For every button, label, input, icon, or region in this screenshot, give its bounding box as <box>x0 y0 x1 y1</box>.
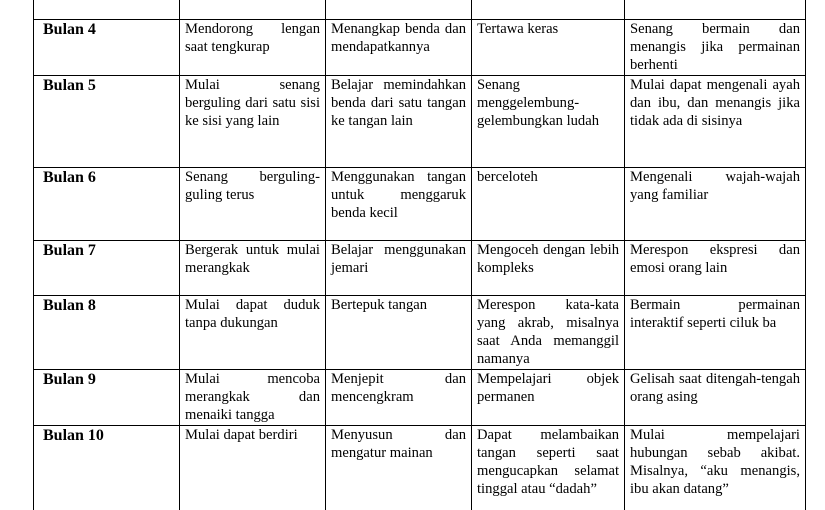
table-row <box>34 296 806 370</box>
motor-cell: Mulai dapat duduk tanpa dukungan <box>180 296 326 370</box>
table-row <box>34 370 806 426</box>
month-cell <box>34 0 180 20</box>
language-cell: berceloteh <box>472 168 625 241</box>
development-table <box>33 0 806 510</box>
social-cell: Bermain permainan interaktif seperti ciluk ba <box>625 296 806 370</box>
social-cell: Mulai mempelajari hubungan sebab akibat. Misalnya, “aku menangis, ibu akan datang” <box>625 426 806 510</box>
month-cell: Bulan 9 <box>34 370 180 426</box>
table-row <box>34 0 806 20</box>
table-row <box>34 76 806 168</box>
motor-cell: Bergerak untuk mulai merangkak <box>180 241 326 296</box>
language-cell <box>472 0 625 20</box>
language-cell: Mengoceh dengan lebih kompleks <box>472 241 625 296</box>
language-cell: Merespon kata-kata yang akrab, misalnya saat Anda memanggil namanya <box>472 296 625 370</box>
motor-cell: Mulai senang berguling dari satu sisi ke sisi yang lain <box>180 76 326 168</box>
month-cell: Bulan 4 <box>34 20 180 76</box>
language-cell: Senang menggelembung-gelembungkan ludah <box>472 76 625 168</box>
social-cell: Merespon ekspresi dan emosi orang lain <box>625 241 806 296</box>
month-cell: Bulan 10 <box>34 426 180 510</box>
table-row <box>34 426 806 510</box>
motor-cell: Mulai mencoba merangkak dan menaiki tangga <box>180 370 326 426</box>
hand-cell: Menjepit dan mencengkram <box>326 370 472 426</box>
table-row <box>34 20 806 76</box>
motor-cell <box>180 0 326 20</box>
month-cell: Bulan 8 <box>34 296 180 370</box>
month-cell: Bulan 6 <box>34 168 180 241</box>
month-cell: Bulan 7 <box>34 241 180 296</box>
language-cell: Tertawa keras <box>472 20 625 76</box>
language-cell: Mempelajari objek permanen <box>472 370 625 426</box>
social-cell: Senang bermain dan menangis jika permainan berhenti <box>625 20 806 76</box>
hand-cell: Belajar menggunakan jemari <box>326 241 472 296</box>
social-cell: Mengenali wajah-wajah yang familiar <box>625 168 806 241</box>
hand-cell <box>326 0 472 20</box>
motor-cell: Senang berguling-guling terus <box>180 168 326 241</box>
table-row <box>34 241 806 296</box>
social-cell: Mulai dapat mengenali ayah dan ibu, dan menangis jika tidak ada di sisinya <box>625 76 806 168</box>
hand-cell: Menangkap benda dan mendapatkannya <box>326 20 472 76</box>
hand-cell: Belajar memindahkan benda dari satu tangan ke tangan lain <box>326 76 472 168</box>
month-cell: Bulan 5 <box>34 76 180 168</box>
hand-cell: Menyusun dan mengatur mainan <box>326 426 472 510</box>
language-cell: Dapat melambaikan tangan seperti saat mengucapkan selamat tinggal atau “dadah” <box>472 426 625 510</box>
social-cell <box>625 0 806 20</box>
motor-cell: Mulai dapat berdiri <box>180 426 326 510</box>
social-cell: Gelisah saat ditengah-tengah orang asing <box>625 370 806 426</box>
hand-cell: Bertepuk tangan <box>326 296 472 370</box>
hand-cell: Menggunakan tangan untuk menggaruk benda kecil <box>326 168 472 241</box>
motor-cell: Mendorong lengan saat tengkurap <box>180 20 326 76</box>
table-row <box>34 168 806 241</box>
